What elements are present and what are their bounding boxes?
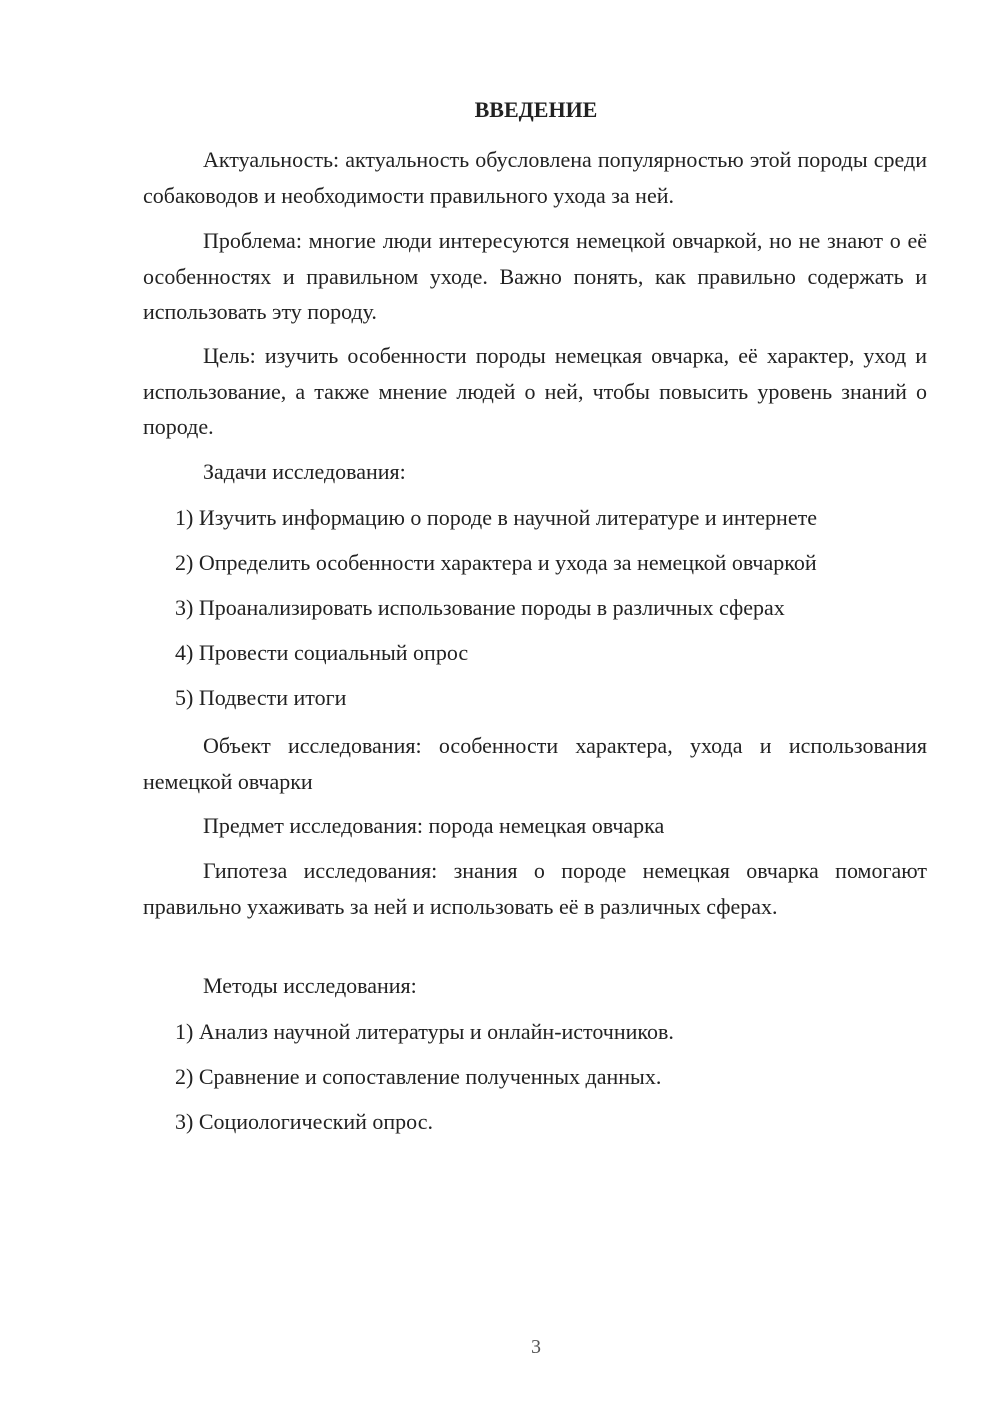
object-paragraph: Объект исследования: особенности характера, ухода и использования немецкой овчарки [143, 733, 927, 794]
method-item: 2) Сравнение и сопоставление полученных данных. [175, 1064, 662, 1089]
task-item: 3) Проанализировать использование породы в различных сферах [175, 595, 785, 620]
relevance-paragraph: Актуальность: актуальность обусловлена популярностью этой породы среди собаководов и необходимости правильного ухода за ней. [143, 147, 927, 208]
goal-paragraph: Цель: изучить особенности породы немецкая овчарка, её характер, уход и использование, а также мнение людей о ней, чтобы повысить уровень знаний о породе. [143, 343, 927, 439]
task-item: 5) Подвести итоги [175, 685, 347, 710]
problem-paragraph: Проблема: многие люди интересуются немецкой овчаркой, но не знают о её особенностях и правильном уходе. Важно понять, как правильно содержать и использовать эту породу. [143, 228, 927, 324]
subject-paragraph: Предмет исследования: порода немецкая овчарка [203, 813, 665, 838]
task-item: 2) Определить особенности характера и ухода за немецкой овчаркой [175, 550, 817, 575]
methods-heading: Методы исследования: [203, 973, 417, 998]
task-item: 4) Провести социальный опрос [175, 640, 469, 665]
page-title: ВВЕДЕНИЕ [474, 97, 598, 122]
page-number: 3 [531, 1336, 541, 1358]
tasks-heading: Задачи исследования: [203, 459, 406, 484]
task-item: 1) Изучить информацию о породе в научной литературе и интернете [175, 505, 817, 530]
hypothesis-paragraph: Гипотеза исследования: знания о породе немецкая овчарка помогают правильно ухаживать за ней и использовать её в различных сферах. [143, 858, 927, 919]
method-item: 3) Социологический опрос. [175, 1109, 433, 1134]
method-item: 1) Анализ научной литературы и онлайн-источников. [175, 1019, 674, 1044]
